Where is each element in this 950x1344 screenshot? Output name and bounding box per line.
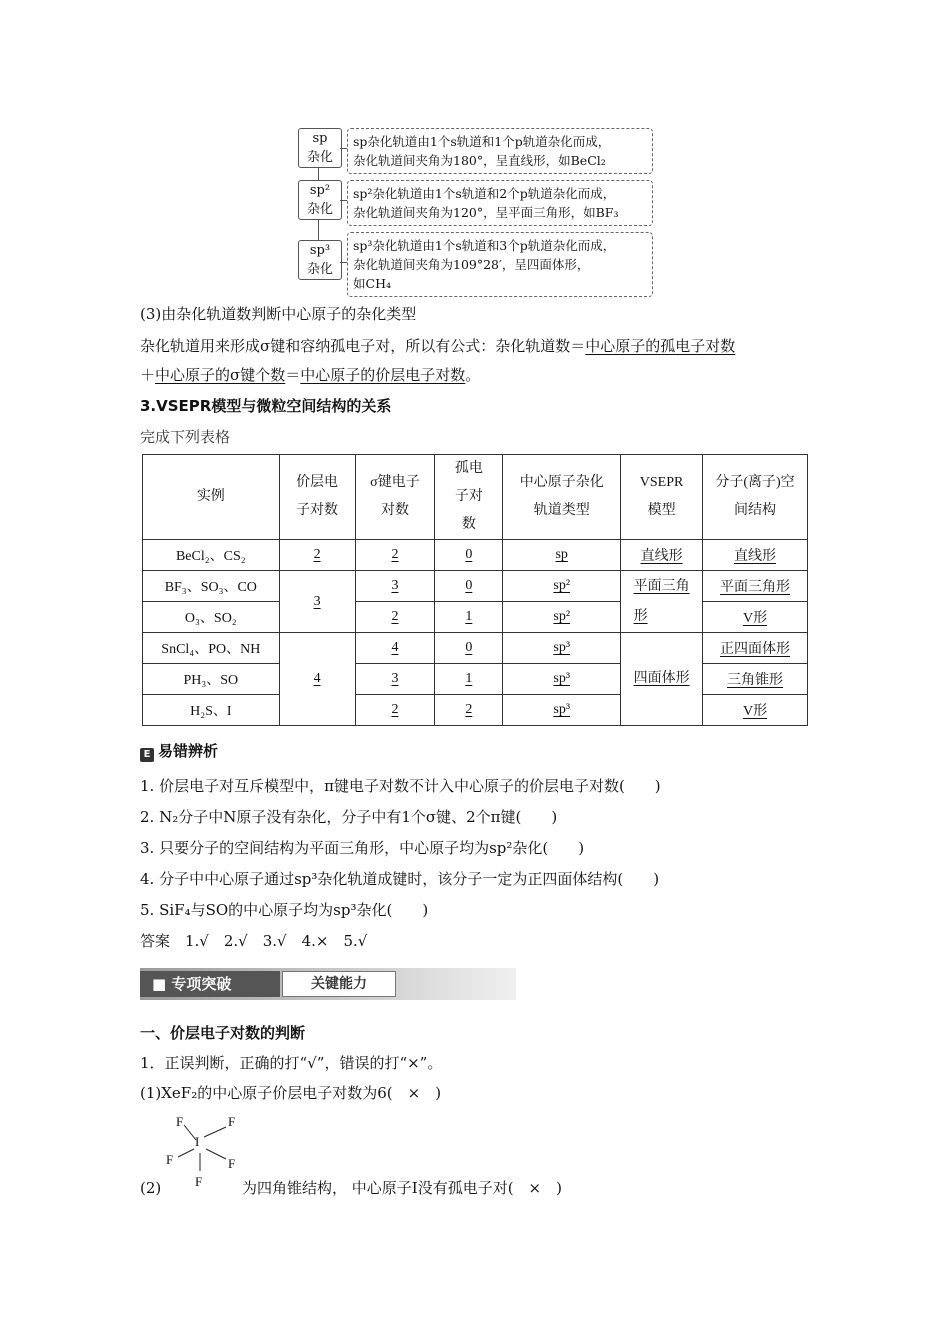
cell-hyb-value: sp² xyxy=(553,578,571,593)
cell-shape-value: 三角锥形 xyxy=(727,673,784,688)
cell-hyb-value: sp³ xyxy=(553,702,571,717)
cell-shape xyxy=(703,540,808,571)
cell-sigma-pairs xyxy=(355,540,435,571)
sp3-label xyxy=(298,240,342,280)
section3-subtitle: 完成下列表格 xyxy=(140,428,231,446)
cell-lone-pairs xyxy=(435,540,503,571)
cell-sigma-value: 2 xyxy=(391,609,399,624)
p3-title: (3)由杂化轨道数判断中心原子的杂化类型 xyxy=(140,305,417,323)
p3-line2-equals: ＝ xyxy=(285,366,301,384)
error-tag-icon: E xyxy=(140,748,154,762)
sp3-description xyxy=(347,232,653,297)
cell-sigma-pairs xyxy=(355,695,435,726)
cell-lone-value: 1 xyxy=(465,671,473,686)
table-row xyxy=(143,695,808,726)
sp-label-bottom: 杂化 xyxy=(306,150,333,165)
header-example: 实例 xyxy=(143,455,280,540)
bond-upper-right xyxy=(204,1127,226,1137)
question-1-2-prefix: (2) xyxy=(140,1179,162,1197)
cell-sigma-pairs xyxy=(355,571,435,602)
cell-vsepr-model xyxy=(621,540,703,571)
cell-hyb-value: sp³ xyxy=(553,671,571,686)
header-lone-pairs xyxy=(435,455,503,540)
atom-fluorine-upper-left: F xyxy=(176,1114,184,1129)
cell-example: BeCl₂、CS₂ xyxy=(143,540,280,571)
sp3-connector xyxy=(340,262,347,263)
header-sigma-pairs-text: σ键电子对数 xyxy=(370,475,420,518)
header-sigma-pairs xyxy=(355,455,435,540)
bond-lower-left xyxy=(178,1149,194,1157)
p3-line2-end: 。 xyxy=(465,366,481,384)
error-analysis-title xyxy=(140,740,218,762)
cell-valence-pairs-value: 2 xyxy=(313,547,321,562)
cell-shape xyxy=(703,695,808,726)
cell-sigma-value: 3 xyxy=(391,671,399,686)
header-vsepr-model-text: VSEPR模型 xyxy=(639,475,684,518)
error-item-4: 4. 分子中中心原子通过sp³杂化轨道成键时，该分子一定为正四面体结构( ) xyxy=(140,870,660,888)
cell-lone-pairs xyxy=(435,695,503,726)
sp-description-line2: 杂化轨道间夹角为180°，呈直线形，如BeCl₂ xyxy=(353,153,606,168)
sp2-label xyxy=(298,180,342,220)
header-hybridization-text: 中心原子杂化轨道类型 xyxy=(519,475,604,518)
question-1: 1．正误判断，正确的打“√”，错误的打“×”。 xyxy=(140,1054,443,1072)
cell-hyb-value: sp³ xyxy=(553,640,571,655)
vsepr-table xyxy=(142,454,808,726)
atom-fluorine-bottom: F xyxy=(195,1174,203,1189)
sp2-description-line1: sp²杂化轨道由1个s轨道和2个p轨道杂化而成， xyxy=(353,186,616,201)
cell-sigma-value: 3 xyxy=(391,578,399,593)
cell-sigma-pairs xyxy=(355,602,435,633)
sp-description xyxy=(347,128,653,174)
cell-valence-pairs-value: 3 xyxy=(313,593,321,609)
cell-vsepr-model xyxy=(621,633,703,726)
table-row xyxy=(143,664,808,695)
error-item-2: 2. N₂分子中N原子没有杂化，分子中有1个σ键、2个π键( ) xyxy=(140,808,558,826)
cell-example: H₂S、I xyxy=(143,695,280,726)
cell-example: BF₃、SO₃、CO xyxy=(143,571,280,602)
cell-hybridization xyxy=(503,664,621,695)
cell-sigma-value: 4 xyxy=(391,640,399,655)
cell-vsepr-value: 平面三角形 xyxy=(633,578,690,624)
cell-lone-value: 0 xyxy=(465,547,473,562)
section-banner xyxy=(140,968,516,1000)
cell-sigma-pairs xyxy=(355,664,435,695)
cell-shape xyxy=(703,633,808,664)
cell-lone-value: 2 xyxy=(465,702,473,717)
header-lone-pairs-text: 孤电子对数 xyxy=(454,461,483,532)
error-item-3: 3. 只要分子的空间结构为平面三角形，中心原子均为sp²杂化( ) xyxy=(140,839,585,857)
cell-valence-pairs xyxy=(279,571,355,633)
error-item-5: 5. SiF₄与SO的中心原子均为sp³杂化( ) xyxy=(140,901,429,919)
atom-fluorine-upper-right: F xyxy=(228,1114,236,1129)
cell-lone-pairs xyxy=(435,664,503,695)
cell-example: O₃、SO₂ xyxy=(143,602,280,633)
header-valence-pairs xyxy=(279,455,355,540)
table-row xyxy=(143,633,808,664)
cell-sigma-value: 2 xyxy=(391,547,399,562)
p3-formula-line2 xyxy=(140,364,480,386)
header-valence-pairs-text: 价层电子对数 xyxy=(296,475,339,518)
cell-valence-pairs xyxy=(279,540,355,571)
sp3-description-line3: 如CH₄ xyxy=(353,276,391,291)
header-hybridization xyxy=(503,455,621,540)
cell-shape xyxy=(703,664,808,695)
table-row xyxy=(143,540,808,571)
header-shape xyxy=(703,455,808,540)
cell-example: PH₃、SO xyxy=(143,664,280,695)
cell-hyb-value: sp xyxy=(555,547,568,562)
header-shape-text: 分子(离子)空间结构 xyxy=(715,475,795,518)
banner-special-topic: ■ 专项突破 xyxy=(140,971,280,997)
cell-vsepr-model xyxy=(621,571,703,633)
cell-sigma-value: 2 xyxy=(391,702,399,717)
p3-line2-blank1: 中心原子的σ键个数 xyxy=(155,366,286,384)
sp3-description-line1: sp³杂化轨道由1个s轨道和3个p轨道杂化而成， xyxy=(353,238,616,253)
sp2-label-top: sp² xyxy=(309,183,331,198)
cell-hybridization xyxy=(503,540,621,571)
cell-hybridization xyxy=(503,571,621,602)
sp2-description-line2: 杂化轨道间夹角为120°，呈平面三角形，如BF₃ xyxy=(353,205,619,220)
sp-label-top: sp xyxy=(312,131,328,146)
cell-hybridization xyxy=(503,602,621,633)
cell-shape-value: 直线形 xyxy=(734,549,777,564)
cell-lone-value: 1 xyxy=(465,609,473,624)
sp3-label-top: sp³ xyxy=(309,243,331,258)
sp2-description xyxy=(347,180,653,226)
error-analysis-title-text: 易错辨析 xyxy=(158,742,219,760)
banner-key-ability: 关键能力 xyxy=(282,971,396,997)
cell-vsepr-value: 直线形 xyxy=(640,549,683,564)
sp3-description-line2: 杂化轨道间夹角为109°28′，呈四面体形， xyxy=(353,257,590,272)
p3-line2-plus: ＋ xyxy=(140,366,156,384)
cell-lone-pairs xyxy=(435,571,503,602)
cell-vsepr-value: 四面体形 xyxy=(633,671,690,686)
sp2-connector xyxy=(340,200,347,201)
cell-shape-value: V形 xyxy=(742,704,768,719)
table-row xyxy=(143,571,808,602)
cell-hybridization xyxy=(503,695,621,726)
cell-lone-pairs xyxy=(435,633,503,664)
header-vsepr-model xyxy=(621,455,703,540)
sp-label xyxy=(298,128,342,168)
cell-lone-value: 0 xyxy=(465,640,473,655)
cell-hybridization xyxy=(503,633,621,664)
sp3-label-bottom: 杂化 xyxy=(306,262,333,277)
cell-shape xyxy=(703,602,808,633)
bond-lower-right xyxy=(206,1149,226,1159)
section3-title: 3.VSEPR模型与微粒空间结构的关系 xyxy=(140,397,392,415)
p3-formula-line1 xyxy=(140,335,735,357)
atom-fluorine-lower-left: F xyxy=(166,1152,174,1167)
atom-iodine: I xyxy=(195,1134,200,1149)
cell-valence-pairs-value: 4 xyxy=(313,671,321,686)
table-row xyxy=(143,602,808,633)
sp-connector xyxy=(340,148,347,149)
cell-lone-value: 0 xyxy=(465,578,473,593)
cell-shape-value: 正四面体形 xyxy=(720,642,791,657)
if5-bonds xyxy=(160,1105,250,1195)
p3-line1-text: 杂化轨道用来形成σ键和容纳孤电子对，所以有公式：杂化轨道数＝ xyxy=(140,337,586,355)
cell-shape-value: V形 xyxy=(742,611,768,626)
sp2-label-bottom: 杂化 xyxy=(306,202,333,217)
cell-valence-pairs xyxy=(279,633,355,726)
table-header-row xyxy=(143,455,808,540)
question-1-2-text: 为四角锥结构， 中心原子I没有孤电子对( × ) xyxy=(242,1179,562,1197)
cell-shape-value: 平面三角形 xyxy=(720,580,791,595)
part1-title: 一、价层电子对数的判断 xyxy=(140,1024,306,1042)
question-1-1: (1)XeF₂的中心原子价层电子对数为6( × ) xyxy=(140,1084,442,1102)
cell-hyb-value: sp² xyxy=(553,609,571,624)
sp-description-line1: sp杂化轨道由1个s轨道和1个p轨道杂化而成， xyxy=(353,134,611,149)
cell-sigma-pairs xyxy=(355,633,435,664)
cell-example: SnCl₄、PO、NH xyxy=(143,633,280,664)
cell-shape xyxy=(703,571,808,602)
answer-line: 答案 1.√ 2.√ 3.√ 4.× 5.√ xyxy=(140,932,368,950)
p3-line2-blank2: 中心原子的价层电子对数 xyxy=(300,366,466,384)
error-item-1: 1. 价层电子对互斥模型中，π键电子对数不计入中心原子的价层电子对数( ) xyxy=(140,777,661,795)
p3-line1-blank: 中心原子的孤电子对数 xyxy=(585,337,736,355)
atom-fluorine-lower-right: F xyxy=(228,1156,236,1171)
cell-lone-pairs xyxy=(435,602,503,633)
